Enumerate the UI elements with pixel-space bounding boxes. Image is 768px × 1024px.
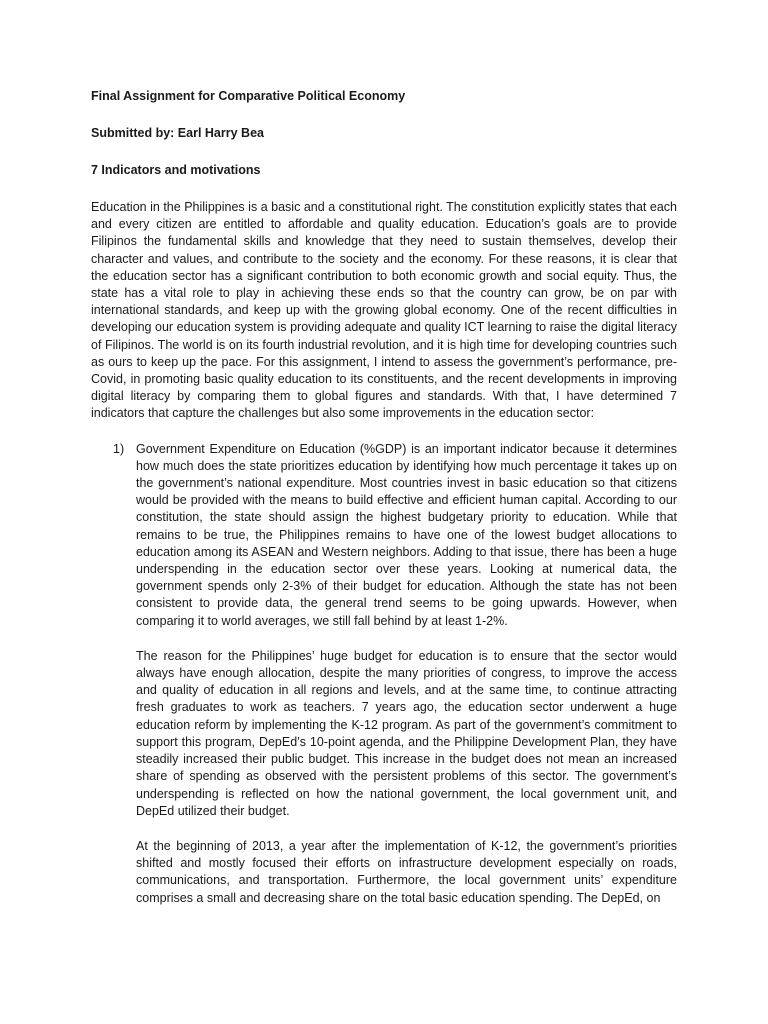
indicator-list <box>91 441 677 630</box>
followup-paragraph-2: At the beginning of 2013, a year after the implementation of K-12, the government’s priorities shifted and mostly focused their efforts on infrastructure development especially on roads, communications, and transportation. Furthermore, the local government units’ expenditure comprises a small and decreasing share on the total basic education spending. The DepEd, on <box>136 838 677 905</box>
list-marker: 1) <box>113 441 125 456</box>
list-item-text: Government Expenditure on Education (%GDP) is an important indicator because it determines how much does the state prioritizes education by identifying how much percentage it takes up on the government’s national expenditure. Most countries invest in basic education so that citizens would be provided with the means to build effective and efficient human capital. According to our constitution, the state should assign the highest budgetary priority to education. While that remains to be true, the Philippines remains to have one of the lowest budget allocations to education among its ASEAN and Western neighbors. Adding to that issue, there has been a huge underspending in the education sector over these years. Looking at numerical data, the government spends only 2-3% of their budget for education. Although the state has not been consistent to provide data, the general trend seems to be going upwards. However, when comparing it to world averages, we still fall behind by at least 1-2%. <box>136 441 677 628</box>
followup-paragraph-1: The reason for the Philippines’ huge budget for education is to ensure that the sector would always have enough allocation, despite the many priorities of congress, to improve the access and quality of education in all regions and levels, and at the same time, to continue attracting fresh graduates to work as teachers. 7 years ago, the education sector underwent a huge education reform by implementing the K-12 program. As part of the government’s commitment to support this program, DepEd’s 10-point agenda, and the Philippine Development Plan, they have steadily increased their public budget. This increase in the budget does not mean an increased share of spending as observed with the persistent problems of this sector. The government’s underspending is reflected on how the national government, the local government unit, and DepEd utilized their budget. <box>136 648 677 818</box>
section-heading: 7 Indicators and motivations <box>91 163 261 177</box>
intro-paragraph: Education in the Philippines is a basic and a constitutional right. The constitution explicitly states that each and every citizen are entitled to affordable and quality education. Education’s goals are to provide Filipinos the fundamental skills and knowledge that they need to sustain themselves, develop their character and values, and contribute to the society and the economy. For these reasons, it is clear that the education sector has a significant contribution to both economic growth and social equity. Thus, the state has a vital role to play in achieving these ends so that the country can grow, be on par with international standards, and keep up with the growing global economy. One of the recent difficulties in developing our education system is providing adequate and quality ICT learning to raise the digital literacy of Filipinos. The world is on its fourth industrial revolution, and it is high time for developing countries such as ours to keep up the pace. For this assignment, I intend to assess the government’s performance, pre-Covid, in promoting basic quality education to its constituents, and the recent developments in improving digital literacy by comparing them to global figures and standards. With that, I have determined 7 indicators that capture the challenges but also some improvements in the education sector: <box>91 200 677 421</box>
list-item <box>91 441 677 630</box>
document-page <box>91 88 677 925</box>
submitted-by: Submitted by: Earl Harry Bea <box>91 126 264 140</box>
document-title: Final Assignment for Comparative Political Economy <box>91 89 406 103</box>
